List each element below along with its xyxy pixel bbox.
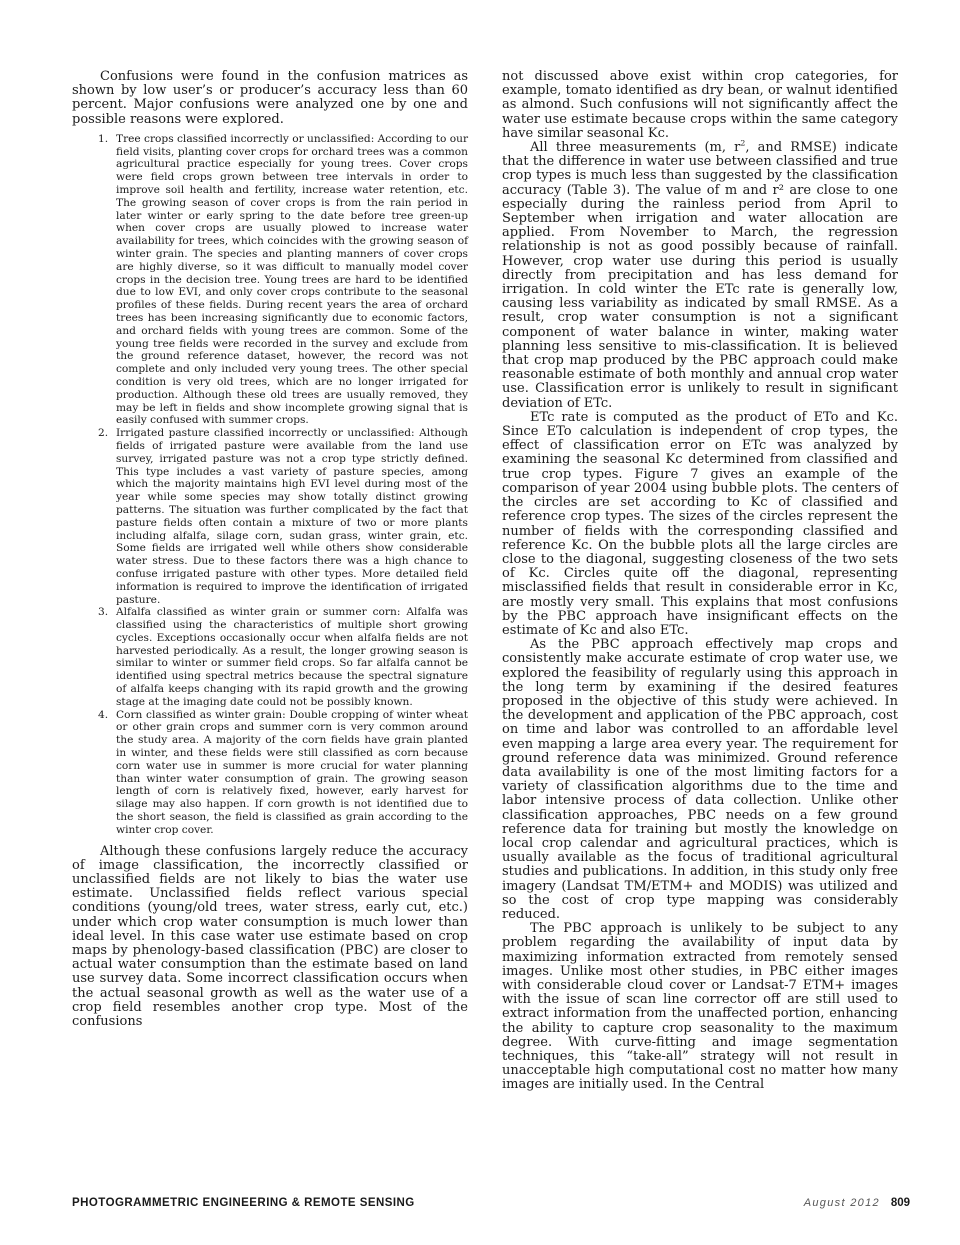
- measurements-paragraph: [502, 138, 899, 411]
- closing-paragraph: Although these confusions largely reduce the accuracy of image classification, the incorrectly classified or unclassified fields are not likely to bias the water use estimate. Unclassified fields reflect various special conditions (young/old trees, water stress, early cut, etc.) under which crop water consumption is much lower than ideal level. In this case water use estimate based on crop maps by phenology-based classification (PBC) are closer to actual water consumption than the estimate based on land use survey data. Some incorrect classification occurs when the actual seasonal growth as well as the water use of a crop field resembles another crop type. Most of the confusions: [72, 843, 468, 1030]
- right-column: [502, 70, 898, 1093]
- list-item-number: 3.: [98, 606, 109, 619]
- measurements-text-end: , and RMSE) indicate that the difference in water use between classified and true crop types is much less than suggested by the classification accuracy (Table 3). The value of m and r² are close to one especially during the rainless period from April to September when irrigation and water allocation are applied. From November to March, the regression relationship is not as good possibly because of rainfall. However, crop water use during this period is usually directly from precipitation and has less demand for irrigation. In cold winter the ETc rate is generally low, causing less variability as indicated by small RMSE. As a result, crop water consumption is not a significant component of water balance in winter, making water planning less sensitive to mis-classification. It is believed that crop map produced by the PBC approach could make reasonable estimate of both monthly and annual crop water use. Classification error is unlikely to result in significant deviation of ETc.: [502, 140, 899, 411]
- etc-paragraph: ETc rate is computed as the product of ETo and Kc. Since ETo calculation is independent of crop types, the effect of classification error on ETc was analyzed by examining the seasonal Kc determined from classified and true crop types. Figure 7 gives an example of the comparison of year 2004 using bubble plots. The centers of the circles are set according to Kc of classified and reference crop types. The sizes of the circles represent the number of fields with the corresponding classified and reference Kc. On the bubble plots all the large circles are close to the diagonal, suggesting closeness of the two sets of Kc. Circles quite off the diagonal, representing misclassified fields that result in considerable error in Kc, are mostly very small. This explains that most confusions by the PBC approach have insignificant effects on the estimate of Kc and also ETc.: [502, 409, 898, 638]
- list-item-text: Corn classified as winter grain: Double cropping of winter wheat or other grain crops and summer corn is very common around the study area. A majority of the corn fields have grain planted in winter, and these fields were still classified as corn because corn water use in summer is more crucial for water planning than winter water consumption of grain. The growing season length of corn is relatively fixed, however, early harvest for silage may also happen. If corn growth is not identified due to the short season, the field is classified as grain according to the winter crop cover.: [116, 708, 468, 836]
- left-column: [72, 70, 468, 1029]
- list-item-text: Tree crops classified incorrectly or unclassified: According to our field visits, planting cover crops for orchard trees was a common agricultural practice especially for young trees. Cover crops were field crops grown between tree intervals in order to improve soil health and fertility, increase water retention, etc. The growing season of cover crops is from the rain period in later winter or early spring to the date before tree green-up when cover crops are usually plowed to increase water availability for trees, which coincides with the growing season of winter grain. The species and planting manners of cover crops are highly diverse, so it was difficult to manually model cover crops in the decision tree. Young trees are hard to be identified due to low EVI, and only cover crops contribute to the seasonal profiles of these fields. During recent years the area of orchard trees has been increasing significantly due to economic factors, and orchard fields with young trees are common. Some of the young tree fields were recorded in the survey and exclude from the ground reference dataset, however, the record was not complete and only included very young trees. The other special condition is very old trees, which are no longer irrigated for production. Although these old trees are usually removed, they may be left in fields and show incomplete growing signal that is easily confused with summer crops.: [116, 132, 469, 427]
- journal-name: PHOTOGRAMMETRIC ENGINEERING & REMOTE SENSING: [72, 1197, 415, 1209]
- list-item: [72, 709, 468, 837]
- page-number: 809: [890, 1197, 910, 1209]
- list-item-number: 4.: [98, 708, 109, 721]
- input-data-paragraph: The PBC approach is unlikely to be subject to any problem regarding the availability of input data by maximizing information extracted from remotely sensed images. Unlike most other studies, in PBC either images with considerable cloud cover or Landsat-7 ETM+ images with the issue of scan line corrector off are still used to extract information from the unaffected portion, enhancing the ability to capture crop seasonality to the maximum degree. With curve-fitting and image segmentation techniques, this “take-all” strategy will not result in unacceptable high computational cost no matter how many images are initially used. In the Central: [502, 921, 898, 1093]
- list-item-text: Irrigated pasture classified incorrectly or unclassified: Although fields of irrigated pasture were available from the land use survey, irrigated pasture was not a crop type strictly defined. This type includes a vast variety of pasture species, among which the majority maintains high EVI level during most of the year while some species may show totally distinct growing patterns. The situation was further complicated by the fact that pasture fields often contain a mixture of two or more plants including alfalfa, silage corn, sudan grass, winter grain, etc. Some fields are irrigated well while others show considerable water stress. Due to these factors there was a high chance to confuse irrigated pasture with other types. More detailed field information is required to improve the identification of irrigated pasture.: [116, 427, 468, 606]
- list-item-number: 2.: [98, 427, 109, 440]
- confusion-list: [72, 133, 468, 837]
- intro-paragraph: Confusions were found in the confusion matrices as shown by low user’s or producer’s accuracy less than 60 percent. Major confusions were analyzed one by one and possible reasons were explored.: [72, 69, 468, 127]
- list-item: [72, 133, 468, 427]
- superscript: 2: [740, 138, 746, 148]
- measurements-text-start: All three measurements (m, r: [530, 140, 741, 156]
- list-item: [72, 606, 468, 708]
- feasibility-paragraph: As the PBC approach effectively map crops and consistently make accurate estimate of crop water use, we explored the feasibility of regularly using this approach in the long term by examining if the desired features proposed in the objective of this study were achieved. In the development and application of the PBC approach, cost on time and labor was controlled to an affordable level even mapping a large area every year. The requirement for ground reference data was minimized. Ground reference data availability is one of the most limiting factors for a variety of classification algorithms due to the time and labor intensive process of data collection. Unlike other classification approaches, PBC needs on a few ground reference data for training but mostly the knowledge on local crop calendar and agricultural practices, which is usually available as the focus of traditional agricultural studies and publications. In addition, in this study only free imagery (Landsat TM/ETM+ and MODIS) was utilized and so the cost of crop type mapping was considerably reduced.: [502, 637, 898, 922]
- issue-date: August 2012: [803, 1197, 880, 1209]
- continuation-paragraph: not discussed above exist within crop categories, for example, tomato identified as dry bean, or walnut identified as almond. Such confusions will not significantly affect the water use estimate because crops within the same category have similar seasonal Kc.: [502, 69, 898, 141]
- list-item-text: Alfalfa classified as winter grain or summer corn: Alfalfa was classified using the characteristics of multiple short growing cycles. Exceptions occasionally occur when alfalfa fields are not harvested periodically. As a result, the longer growing season is similar to winter or summer field crops. So far alfalfa cannot be identified using spectral metrics because the spectral signature of alfalfa keeps changing with its rapid growth and the growing stage at the imaging date could not be possibly known.: [116, 606, 468, 708]
- list-item: [72, 427, 468, 606]
- page-footer: [72, 1197, 910, 1217]
- list-item-number: 1.: [98, 132, 109, 145]
